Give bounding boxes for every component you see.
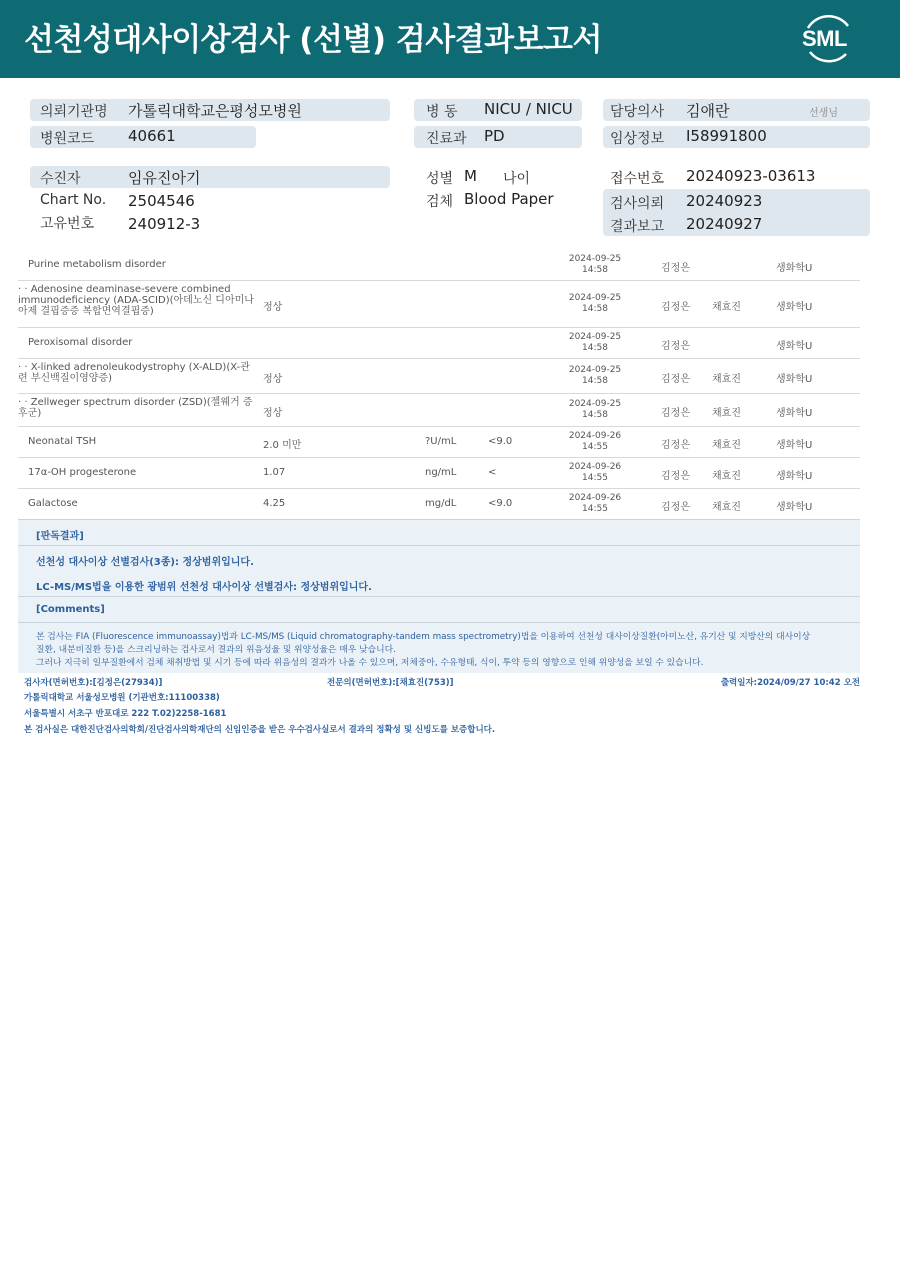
result-date: 2024-09-26 xyxy=(568,461,622,472)
result-datetime xyxy=(565,399,625,421)
result-row xyxy=(18,280,860,328)
result-time: 14:58 xyxy=(582,342,608,353)
result-reviewer: 채효진 xyxy=(712,501,741,513)
report-date-value: 20240927 xyxy=(686,215,763,233)
clinical-value: I58991800 xyxy=(686,127,767,145)
result-tester: 김정은 xyxy=(661,340,690,352)
result-tester: 김정은 xyxy=(661,470,690,482)
patient-value: 임유진아기 xyxy=(128,169,201,187)
judgement-line-2: LC-MS/MS법을 이용한 광범위 선천성 대사이상 선별검사: 정상범위입니다. xyxy=(36,582,372,593)
result-tester: 김정은 xyxy=(661,501,690,513)
result-department: 생화학U xyxy=(776,301,813,313)
logo-text: SML xyxy=(802,26,847,51)
footer-address: 서울특별시 서초구 반포대로 222 T.02)2258-1681 xyxy=(24,709,227,719)
chart-label: Chart No. xyxy=(40,192,107,208)
result-date: 2024-09-26 xyxy=(568,430,622,441)
result-row xyxy=(18,457,860,489)
result-name: 17α-OH progesterone xyxy=(28,466,137,478)
doctor-suffix: 선생님 xyxy=(809,108,838,119)
code-label: 병원코드 xyxy=(40,131,95,147)
specimen-value: Blood Paper xyxy=(464,190,554,208)
result-unit: mg/dL xyxy=(425,497,457,509)
footer-printed: 출력일자:2024/09/27 10:42 오전 xyxy=(720,678,860,688)
result-tester: 김정은 xyxy=(661,407,690,419)
code-value: 40661 xyxy=(128,127,176,145)
result-unit: ng/mL xyxy=(425,466,457,478)
result-row xyxy=(18,393,860,427)
result-time: 14:55 xyxy=(582,503,608,514)
result-name: Neonatal TSH xyxy=(28,435,97,447)
result-department: 생화학U xyxy=(776,501,813,513)
result-time: 14:58 xyxy=(582,375,608,386)
result-department: 생화학U xyxy=(776,439,813,451)
result-department: 생화학U xyxy=(776,407,813,419)
report-header xyxy=(0,0,900,78)
result-value: 4.25 xyxy=(263,497,286,509)
chart-value: 2504546 xyxy=(128,192,195,210)
result-reviewer: 채효진 xyxy=(712,470,741,482)
comments-panel xyxy=(18,596,860,673)
result-department: 생화학U xyxy=(776,470,813,482)
report-date-label: 결과보고 xyxy=(610,219,665,235)
clinical-label: 임상정보 xyxy=(610,131,665,147)
result-datetime xyxy=(565,365,625,387)
comments-line-1: 본 검사는 FIA (Fluorescence immunoassay)법과 LC-MS/MS (Liquid chromatography-tandem mass spectrometry)법을 이용하여 선천성 대사이상질환(아미노산, 유기산 및 지방산의 대사이상 xyxy=(36,632,811,642)
result-reference: <9.0 xyxy=(488,497,513,509)
result-date: 2024-09-25 xyxy=(568,364,622,375)
result-datetime xyxy=(565,293,625,315)
result-reviewer: 채효진 xyxy=(712,373,741,385)
doctor-label: 담당의사 xyxy=(610,104,665,120)
report-title: 선천성대사이상검사 (선별) 검사결과보고서 xyxy=(24,22,602,58)
result-time: 14:55 xyxy=(582,441,608,452)
judgement-panel xyxy=(18,519,860,596)
result-name: Galactose xyxy=(28,497,78,509)
result-reviewer: 채효진 xyxy=(712,301,741,313)
result-name: · · Zellweger spectrum disorder (ZSD)(젤웨거 증후군) xyxy=(18,397,253,419)
result-department: 생화학U xyxy=(776,373,813,385)
result-department: 생화학U xyxy=(776,340,813,352)
result-datetime xyxy=(565,332,625,354)
result-datetime xyxy=(565,431,625,453)
result-tester: 김정은 xyxy=(661,373,690,385)
result-datetime xyxy=(565,462,625,484)
patient-label: 수진자 xyxy=(40,171,81,187)
result-value: 1.07 xyxy=(263,466,286,478)
institution-value: 가톨릭대학교은평성모병원 xyxy=(128,102,302,120)
request-value: 20240923 xyxy=(686,192,763,210)
result-reviewer: 채효진 xyxy=(712,439,741,451)
result-row xyxy=(18,327,860,359)
result-reference: < xyxy=(488,466,497,478)
unique-label: 고유번호 xyxy=(40,216,95,232)
result-date: 2024-09-25 xyxy=(568,253,622,264)
result-value: 정상 xyxy=(263,407,283,419)
result-value: 2.0 미만 xyxy=(263,439,302,451)
patient-box xyxy=(30,166,390,188)
result-time: 14:58 xyxy=(582,409,608,420)
dept-value: PD xyxy=(484,127,505,145)
comments-heading: [Comments] xyxy=(36,604,105,615)
footer-cert: 본 검사실은 대한진단검사의학회/진단검사의학재단의 신임인증을 받은 우수검사실로서 결과의 정확성 및 신빙도를 보증합니다. xyxy=(24,725,496,735)
result-reviewer: 채효진 xyxy=(712,407,741,419)
result-datetime xyxy=(565,493,625,515)
result-name: Peroxisomal disorder xyxy=(28,336,133,348)
unique-value: 240912-3 xyxy=(128,215,201,233)
doctor-value: 김애란 xyxy=(686,102,730,120)
footer-org: 가톨릭대학교 서울성모병원 (기관번호:11100338) xyxy=(24,693,220,703)
institution-label: 의뢰기관명 xyxy=(40,104,108,120)
footer-tester: 검사자(면허번호):[김정은(27934)] xyxy=(24,678,163,688)
result-tester: 김정은 xyxy=(661,262,690,274)
sml-logo xyxy=(800,14,856,64)
result-name: · · Adenosine deaminase-severe combined immunodeficiency (ADA-SCID)(아데노신 디아미나아제 결핍증증 복합면역결핍증) xyxy=(18,284,254,317)
result-date: 2024-09-25 xyxy=(568,292,622,303)
age-label: 나이 xyxy=(503,171,531,187)
result-date: 2024-09-26 xyxy=(568,492,622,503)
result-row xyxy=(18,249,860,281)
result-value: 정상 xyxy=(263,373,283,385)
specimen-label: 검체 xyxy=(426,194,454,210)
footer-specialist: 전문의(면허번호):[채효진(753)] xyxy=(327,678,454,688)
result-tester: 김정은 xyxy=(661,439,690,451)
result-time: 14:55 xyxy=(582,472,608,483)
result-datetime xyxy=(565,254,625,276)
result-time: 14:58 xyxy=(582,264,608,275)
judgement-heading: [판독결과] xyxy=(36,531,84,542)
result-department: 생화학U xyxy=(776,262,813,274)
receipt-label: 접수번호 xyxy=(610,171,665,187)
judgement-line-1: 선천성 대사이상 선별검사(3종): 정상범위입니다. xyxy=(36,557,254,568)
result-date: 2024-09-25 xyxy=(568,331,622,342)
result-tester: 김정은 xyxy=(661,301,690,313)
ward-label: 병 동 xyxy=(426,104,458,120)
result-name: · · X-linked adrenoleukodystrophy (X-ALD)(X-관련 부신백질이영양증) xyxy=(18,362,250,384)
comments-line-3: 그러나 지극히 일부질환에서 검체 채취방법 및 시기 등에 따라 위음성의 결과가 나올 수 있으며, 저체중아, 수유형태, 식이, 투약 등의 영향으로 인해 위양성을 보일 수 있습니다. xyxy=(36,658,704,668)
request-label: 검사의뢰 xyxy=(610,196,665,212)
result-row xyxy=(18,426,860,458)
result-time: 14:58 xyxy=(582,303,608,314)
result-date: 2024-09-25 xyxy=(568,398,622,409)
sex-label: 성별 xyxy=(426,171,454,187)
result-row xyxy=(18,358,860,394)
dept-label: 진료과 xyxy=(426,131,467,147)
sex-value: M xyxy=(464,167,477,185)
result-value: 정상 xyxy=(263,301,283,313)
result-row xyxy=(18,488,860,520)
result-reference: <9.0 xyxy=(488,435,513,447)
ward-value: NICU / NICU xyxy=(484,100,573,118)
result-unit: ?U/mL xyxy=(425,435,457,447)
comments-line-2: 질환, 내분비질환 등)을 스크리닝하는 검사로서 결과의 위음성율 및 위양성율은 매우 낮습니다. xyxy=(36,645,396,655)
result-name: Purine metabolism disorder xyxy=(28,258,166,270)
receipt-value: 20240923-03613 xyxy=(686,167,816,185)
